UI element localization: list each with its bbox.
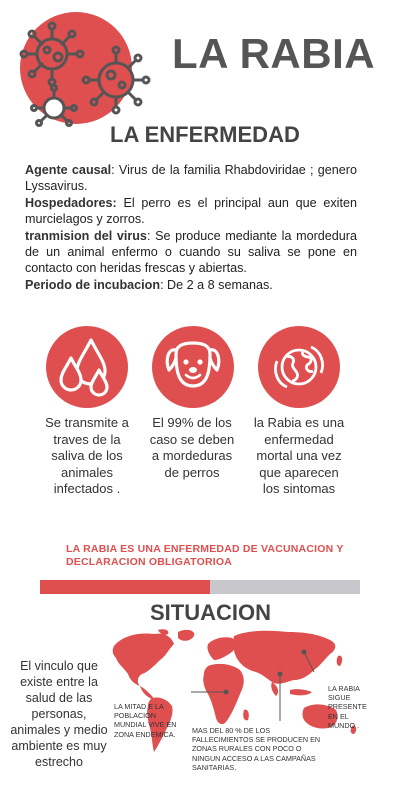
info-item: Hospedadores: El perro es el principal aun que exiten murcielagos y zorros.	[25, 195, 357, 227]
asia	[233, 631, 335, 684]
section-title-disease: LA ENFERMEDAD	[110, 122, 300, 147]
virus-icon	[32, 86, 77, 126]
virus-icon	[83, 47, 149, 113]
icon-caption-transmission: Se transmite a traves de la saliva de los animales infectados .	[45, 415, 129, 496]
disease-info	[25, 162, 357, 293]
drops-icon	[46, 326, 128, 408]
europe	[207, 637, 235, 660]
progress-bar-track	[210, 580, 360, 594]
icon-caption-dogs: El 99% de los caso se deben a mordeduras de perros	[149, 415, 235, 480]
map-note-present: LA RABIA SIGUE PRESENTE EN EL MUNDO .	[328, 684, 367, 730]
icon-caption-mortal: la Rabia es una enfermedad mortal una vez que aparecen los sintomas	[253, 415, 345, 496]
north-america	[113, 634, 174, 687]
africa	[203, 664, 244, 724]
map-note-rural: MAS DEL 80 % DE LOS FALLECIMIENTOS SE PRODUCEN EN ZONAS RURALES CON POCO O NINGUN ACCESO A LAS CAMPAÑAS SANITARIAS.	[192, 726, 321, 772]
section-title-situation: SITUACION	[150, 600, 271, 625]
vaccination-notice: LA RABIA ES UNA ENFERMEDAD DE VACUNACION Y DECLARACION OBLIGATORIOA	[66, 543, 344, 568]
page-title: LA RABIA	[172, 30, 376, 77]
dog-icon	[152, 326, 234, 408]
drops-icon-circle	[46, 326, 128, 408]
info-item: Periodo de incubacion: De 2 a 8 semanas.	[25, 277, 273, 292]
progress-bar-fill	[40, 580, 210, 594]
dog-icon-circle	[152, 326, 234, 408]
virus-illustration	[8, 10, 168, 130]
situation-summary: El vinculo que existe entre la salud de las personas, animales y medio ambiente es muy estrecho	[10, 659, 108, 769]
globe-icon-circle	[258, 326, 340, 408]
map-note-endemic: LA MITAD E LA POBLACION MUNDIAL VIVE EN ZONA ENDEMICA.	[114, 702, 177, 739]
info-item: Agente causal: Virus de la familia Rhabdoviridae ; genero Lyssavirus.	[25, 163, 358, 194]
info-item: tranmision del virus: Se produce mediante la mordedura de un animal enfermo o cuando su saliva se pone en contacto con heridas frescas y abiertas.	[25, 228, 358, 276]
virus-icon	[21, 23, 83, 85]
globe-icon	[258, 326, 340, 408]
